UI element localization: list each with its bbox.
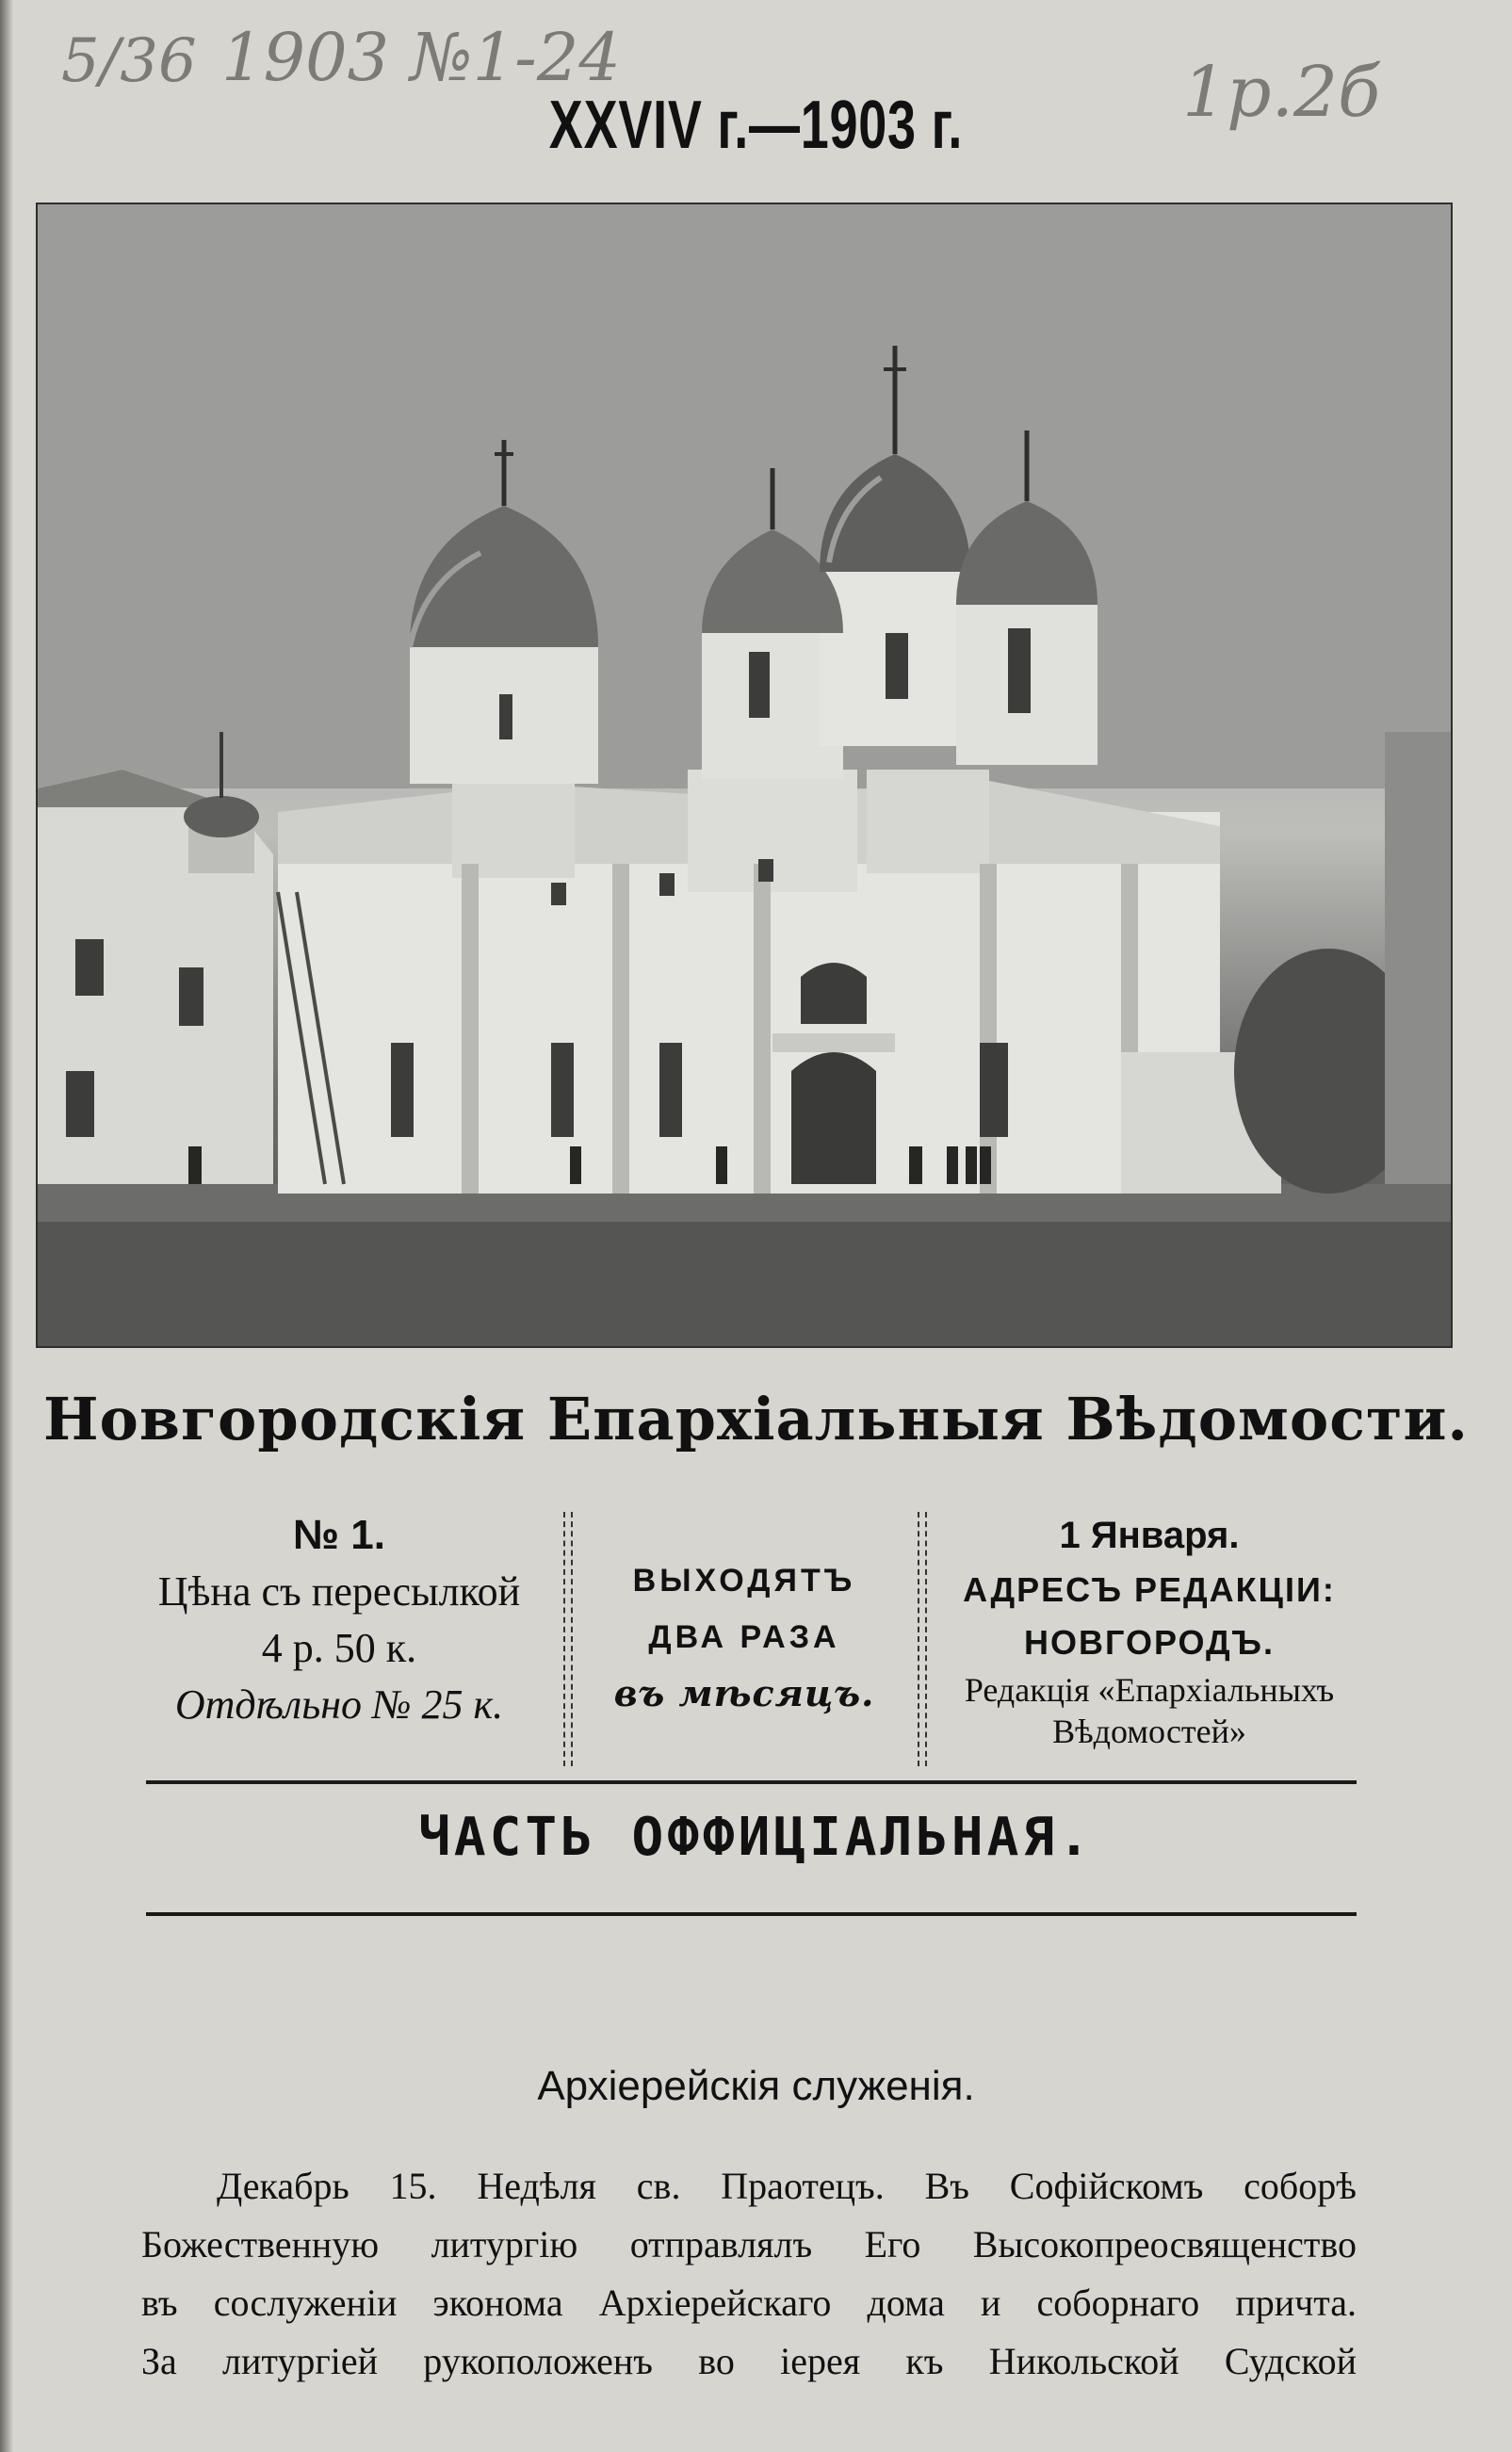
body-line: въ сослуженіи эконома Архіерейскаго дома и соборнаго причта. <box>141 2281 1357 2324</box>
frequency-line-1: ВЫХОДЯТЪ <box>632 1563 856 1599</box>
issue-date: 1 Января. <box>1059 1515 1240 1556</box>
column-divider-right <box>918 1512 927 1766</box>
address-editorial-2: Вѣдомостей» <box>1052 1713 1246 1750</box>
frequency-line-2: ДВА РАЗА <box>648 1619 840 1655</box>
section-heading: ЧАСТЬ ОФФИЦІАЛЬНАЯ. <box>418 1807 1094 1868</box>
issue-price-column <box>132 1507 546 1733</box>
frequency-line-3: въ мѣсяцъ. <box>613 1672 875 1714</box>
price-label: Цѣна съ пересылкой <box>157 1568 521 1615</box>
body-line: Декабрь 15. Недѣля св. Праотецъ. Въ Софійскомъ соборѣ <box>217 2165 1357 2207</box>
newspaper-title: Новгородскія Епархіальныя Вѣдомости. <box>42 1385 1470 1453</box>
address-editorial-1: Редакція «Епархіальныхъ <box>964 1671 1335 1709</box>
section-rule-bottom <box>146 1912 1357 1916</box>
section-rule-top <box>146 1780 1357 1784</box>
address-label: АДРЕСЪ РЕДАКЦІИ: <box>963 1570 1336 1609</box>
date-address-column <box>928 1507 1371 1752</box>
subsection-heading: Архіерейскія служенія. <box>537 2063 975 2109</box>
pencil-note-shelfmark: 5/36 <box>61 26 197 96</box>
single-issue-price: Отдѣльно № 25 к. <box>174 1681 504 1728</box>
issue-number: № 1. <box>293 1512 385 1558</box>
body-line: За литургіей рукоположенъ во іерея къ Никольской Судской <box>141 2340 1357 2382</box>
price-amount: 4 р. 50 к. <box>261 1625 417 1671</box>
frequency-column <box>575 1552 914 1722</box>
address-city: НОВГОРОДЪ. <box>1024 1623 1275 1662</box>
cathedral-photograph <box>36 203 1453 1348</box>
volume-year-header: XXVIV г.—1903 г. <box>548 88 964 163</box>
body-line: Божественную литургію отправлялъ Его Высокопреосвященство <box>141 2223 1357 2265</box>
column-divider-left <box>563 1512 573 1766</box>
pencil-note-code: 1р.2б <box>1182 52 1381 133</box>
article-body <box>141 2157 1357 2391</box>
pencil-note-year: 1903 №1-24 <box>221 19 621 96</box>
